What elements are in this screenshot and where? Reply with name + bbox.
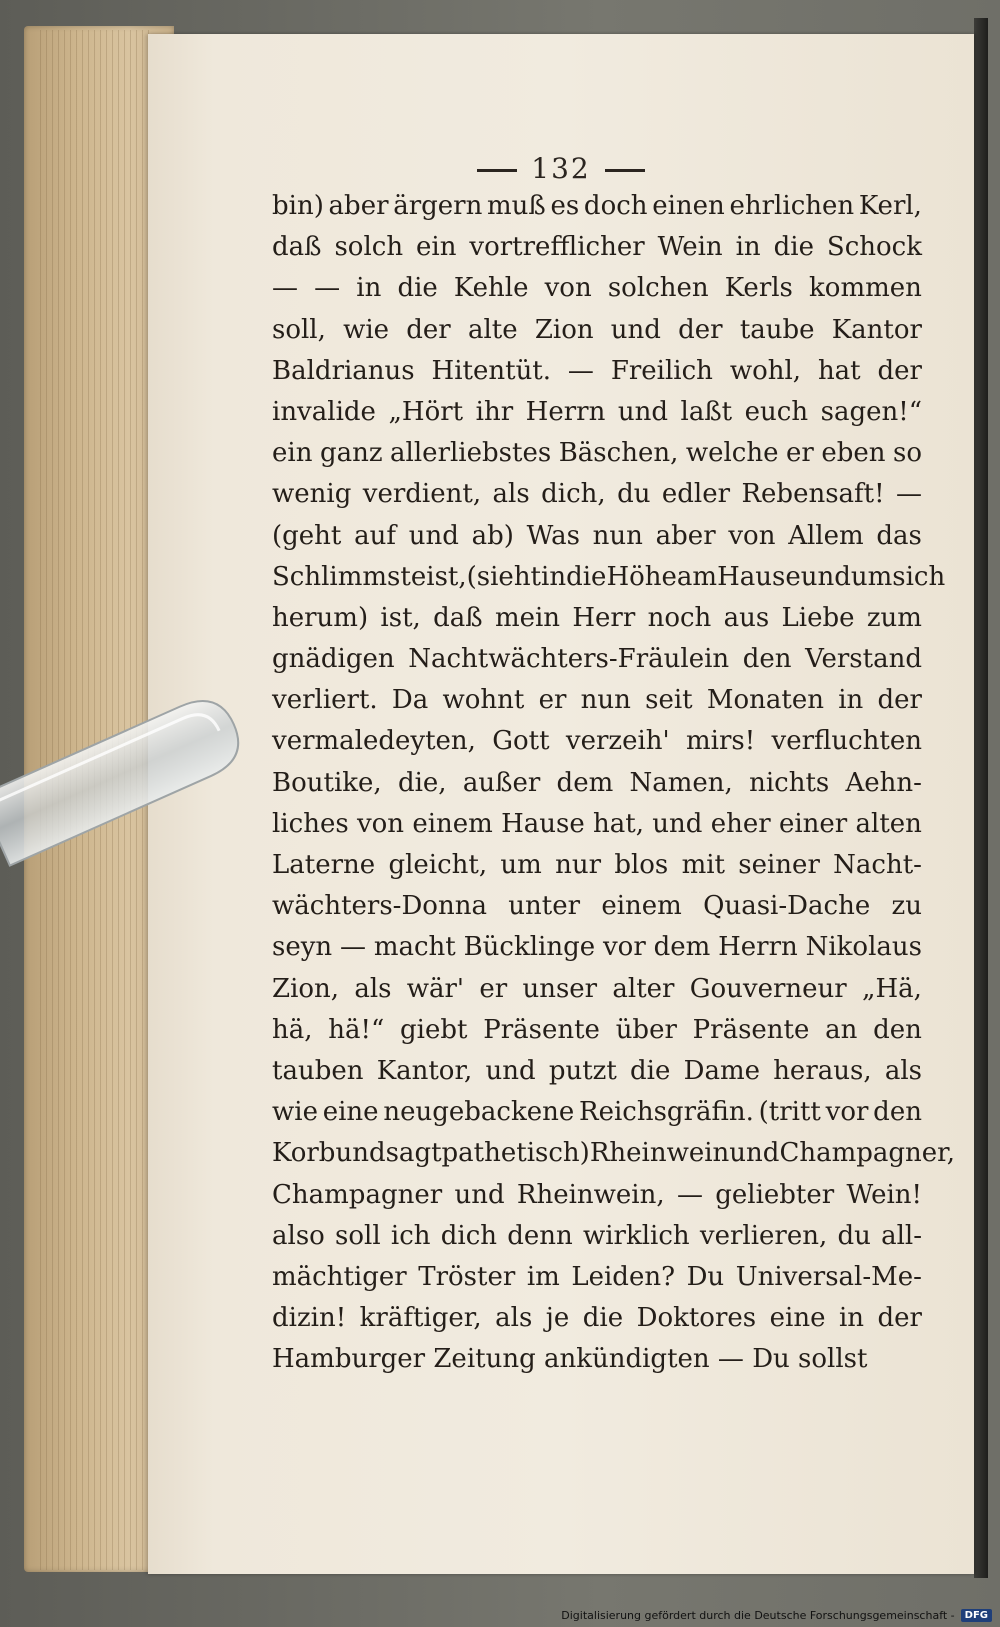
page-text [272, 186, 955, 1380]
text-line: — — in die Kehle von solchen Kerls kommen [272, 273, 922, 304]
text-line: wie eine neugebackene Reichsgräfin. (tritt vor den [272, 1097, 922, 1128]
text-line: verliert. Da wohnt er nun seit Monaten in der [272, 685, 922, 716]
page-number-text: 132 [531, 152, 591, 185]
text-line: tauben Kantor, und putzt die Dame heraus, als [272, 1055, 922, 1086]
text-line: Korb und sagt pathetisch) Rheinwein und Champagner, [272, 1138, 955, 1169]
text-line: dizin! kräftiger, als je die Doktores eine in der [272, 1303, 922, 1334]
text-line: mächtiger Tröster im Leiden? Du Universal-Me- [272, 1261, 922, 1292]
text-line: invalide „Hört ihr Herrn und laßt euch sagen!“ [272, 396, 922, 427]
page-number [148, 152, 974, 185]
text-line: wächters-Donna unter einem Quasi-Dache zu [272, 891, 922, 922]
text-line: ein ganz allerliebstes Bäschen, welche er eben so [272, 438, 922, 469]
text-line: hä, hä!“ giebt Präsente über Präsente an den [272, 1014, 922, 1045]
text-line: Schlimmste ist, (sieht in die Höhe am Hause und um sich [272, 561, 946, 592]
text-line: wenig verdient, als dich, du edler Rebensaft! — [272, 479, 922, 510]
right-dash [605, 169, 645, 172]
text-line: Laterne gleicht, um nur blos mit seiner Nacht- [272, 850, 922, 880]
digitization-footer [561, 1606, 992, 1624]
text-line: daß solch ein vortrefflicher Wein in die Schock [272, 232, 922, 263]
text-line: Baldrianus Hitentüt. — Freilich wohl, hat der [272, 355, 922, 386]
dfg-logo: DFG [961, 1609, 992, 1622]
footer-text: Digitalisierung gefördert durch die Deutsche Forschungsgemeinschaft - [561, 1608, 955, 1622]
text-line: (geht auf und ab) Was nun aber von Allem das [272, 520, 922, 551]
text-line: seyn — macht Bücklinge vor dem Herrn Nikolaus [272, 932, 922, 963]
text-line: vermaledeyten, Gott verzeih' mirs! verfluchten [272, 726, 922, 757]
text-line: Champagner und Rheinwein, — geliebter Wein! [272, 1179, 922, 1210]
text-line: gnädigen Nachtwächters-Fräulein den Verstand [272, 644, 922, 675]
text-line: also soll ich dich denn wirklich verlieren, du all- [272, 1220, 922, 1251]
text-line: liches von einem Hause hat, und eher einer alten [272, 808, 922, 839]
text-line: soll, wie der alte Zion und der taube Kantor [272, 314, 922, 345]
text-line: bin) aber ärgern muß es doch einen ehrlichen Kerl, [272, 191, 922, 221]
text-line: Zion, als wär' er unser alter Gouverneur „Hä, [272, 973, 922, 1004]
left-dash [477, 169, 517, 172]
text-line: herum) ist, daß mein Herr noch aus Liebe zum [272, 602, 922, 633]
text-line: Hamburger Zeitung ankündigten — Du sollst [272, 1344, 868, 1375]
text-line: Boutike, die, außer dem Namen, nichts Aehn- [272, 767, 922, 798]
binding-edge [974, 18, 988, 1578]
